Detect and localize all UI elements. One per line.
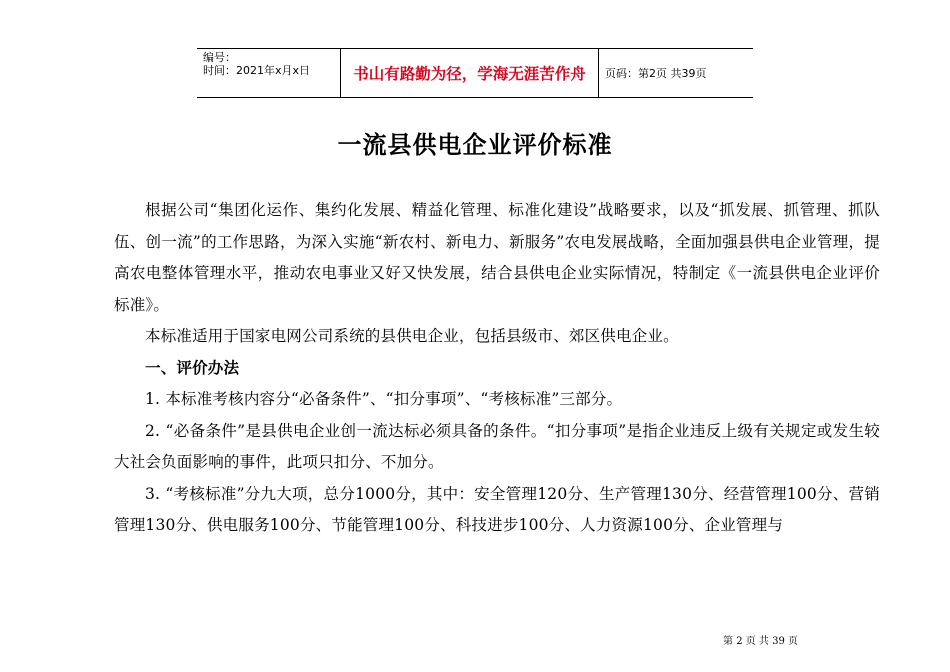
section-heading-evaluation-method: 一、评价办法 [145,358,240,377]
list-item-2: 2. “必备条件”是县供电企业创一流达标必须具备的条件。“扣分事项”是指企业违反上级有关规定或发生较大社会负面影响的事件，此项只扣分、不加分。 [114,421,880,471]
header-page-code: 页码：第2页 共39页 [605,67,707,80]
document-number-label: 编号： [203,51,236,64]
list-item-3: 3. “考核标准”分九大项，总分1000分，其中：安全管理120分、生产管理130分、经营管理100分、营销管理130分、供电服务100分、节能管理100分、科技进步100分、人力资源100分、企业管理与 [114,484,880,534]
list-item-1: 1. 本标准考核内容分“必备条件”、“扣分事项”、“考核标准”三部分。 [145,390,623,408]
intro-paragraph: 根据公司“集团化运作、集约化发展、精益化管理、标准化建设”战略要求，以及“抓发展、抓管理、抓队伍、创一流”的工作思路，为深入实施“新农村、新电力、新服务”农电发展战略，全面加强县供电企业管理，提高农电整体管理水平，推动农电事业又好又快发展，结合县供电企业实际情况，特制定《一流县供电企业评价标准》。 [114,201,880,314]
document-body [114,195,880,542]
scope-paragraph: 本标准适用于国家电网公司系统的县供电企业，包括县级市、郊区供电企业。 [145,327,679,345]
document-title: 一流县供电企业评价标准 [337,131,613,159]
page-footer-number: 第 2 页 共 39 页 [723,636,798,647]
header-meta-cell [197,49,341,97]
header-motto: 书山有路勤为径，学海无涯苦作舟 [341,49,599,97]
document-date-label: 时间：2021年x月x日 [203,64,311,77]
page-header-table [197,48,753,98]
